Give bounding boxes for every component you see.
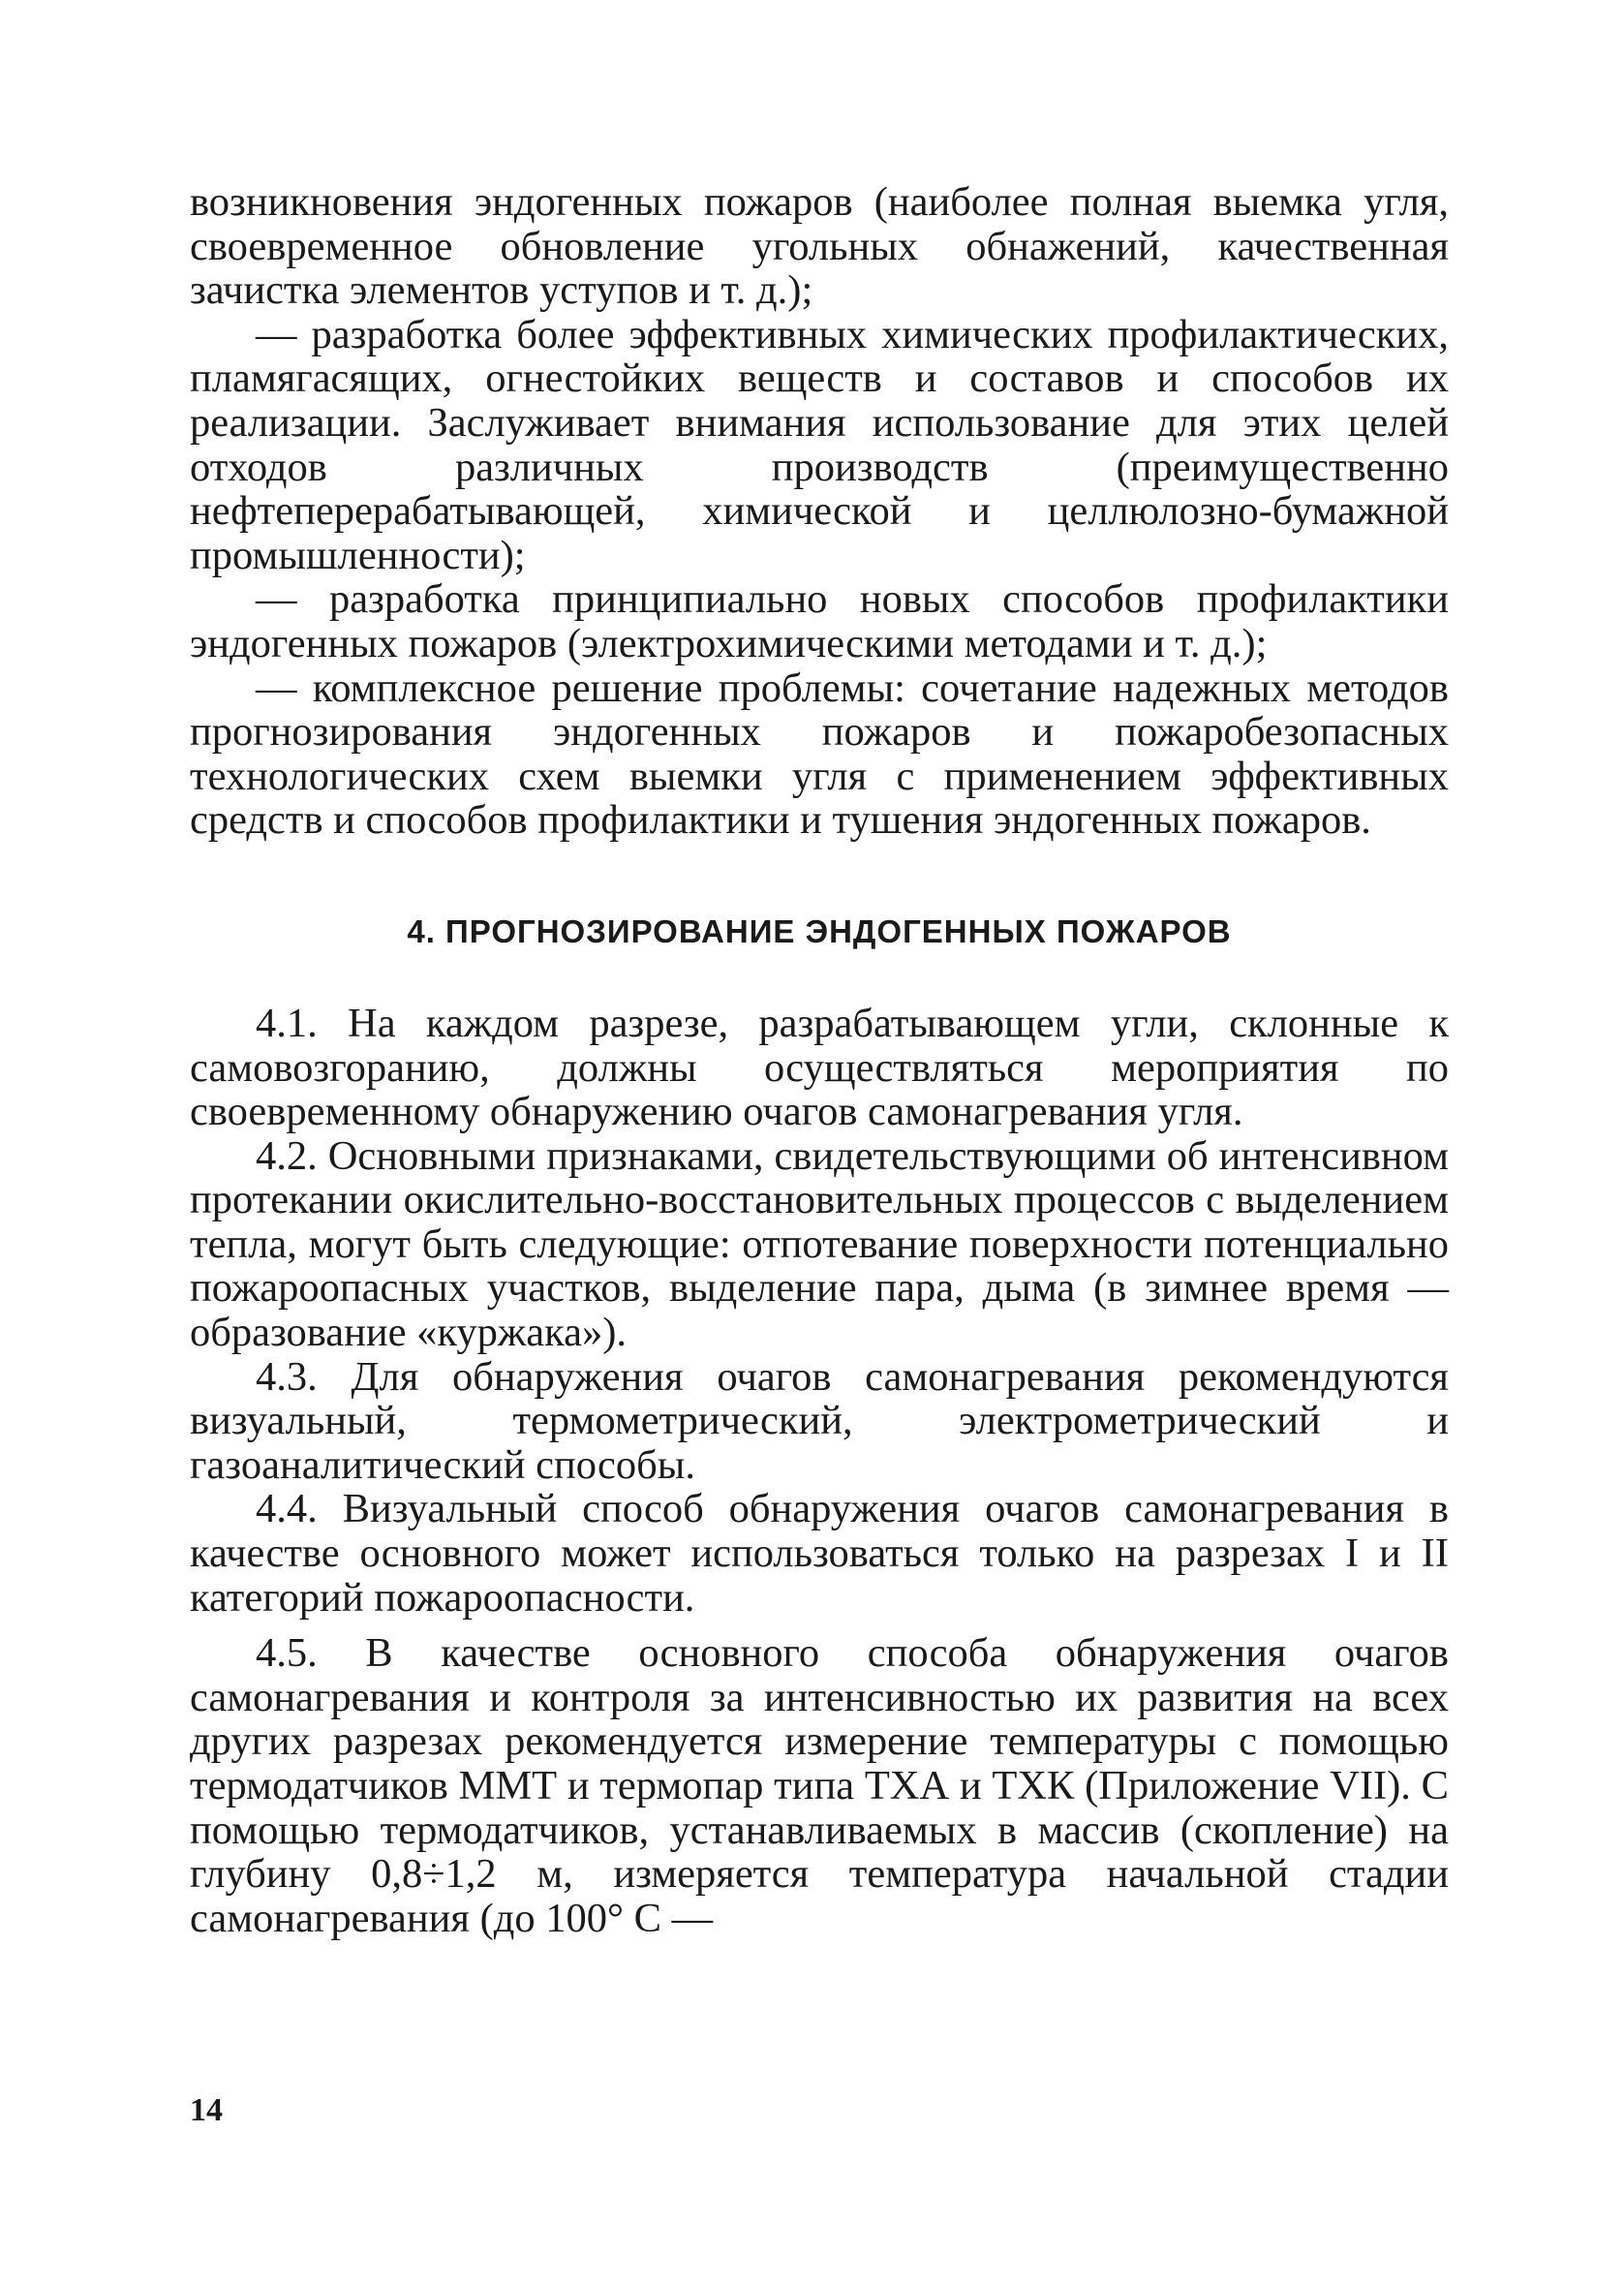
paragraph-clause: 4.5. В качестве основного способа обнаружения очагов самонагревания и контроля за интенсивностью их развития на всех других разрезах рекомендуется измерение температуры с помощью термодатчиков ММТ и термопар типа ТХА и ТХК (Приложение VII). С помощью термодатчиков, устанавливаемых в массив (скопление) на глубину 0,8÷1,2 м, измеряется температура начальной стадии самонагревания (до 100° С — [190,1630,1449,1941]
paragraph-clause: 4.4. Визуальный способ обнаружения очагов самонагревания в качестве основного может использоваться только на разрезах I и II категорий пожароопасности. [190,1486,1449,1621]
page-number: 14 [190,2092,223,2128]
section-heading: 4. ПРОГНОЗИРОВАНИЕ ЭНДОГЕННЫХ ПОЖАРОВ [407,912,1232,949]
paragraph-clause: 4.3. Для обнаружения очагов самонагревания рекомендуются визуальный, термометрический, электрометрический и газоаналитический способы. [190,1353,1449,1488]
paragraph-clause: 4.1. На каждом разрезе, разрабатывающем угли, склонные к самовозгоранию, должны осуществляться мероприятия по своевременному обнаружению очагов самонагревания угля. [190,1000,1449,1135]
paragraph-clause: 4.2. Основными признаками, свидетельствующими об интенсивном протекании окислительно-восстановительных процессов с выделением тепла, могут быть следующие: отпотевание поверхности потенциально пожароопасных участков, выделение пара, дыма (в зимнее время — образование «куржака»). [190,1132,1449,1356]
paragraph-list-item: — разработка принципиально новых способов профилактики эндогенных пожаров (электрохимическими методами и т. д.); [190,576,1449,666]
paragraph-list-item: — разработка более эффективных химических профилактических, пламягасящих, огнестойких веществ и составов и способов их реализации. Заслуживает внимания использование для этих целей отходов различных производств (преимущественно нефтеперерабатывающей, химической и целлюлозно-бумажной промышленности); [190,311,1449,578]
paragraph-continuation: возникновения эндогенных пожаров (наиболее полная выемка угля, своевременное обновление угольных обнажений, качественная зачистка элементов уступов и т. д.); [190,179,1449,314]
document-page [190,180,1449,1940]
paragraph-list-item: — комплексное решение проблемы: сочетание надежных методов прогнозирования эндогенных пожаров и пожаробезопасных технологических схем выемки угля с применением эффективных средств и способов профилактики и тушения эндогенных пожаров. [190,664,1449,844]
